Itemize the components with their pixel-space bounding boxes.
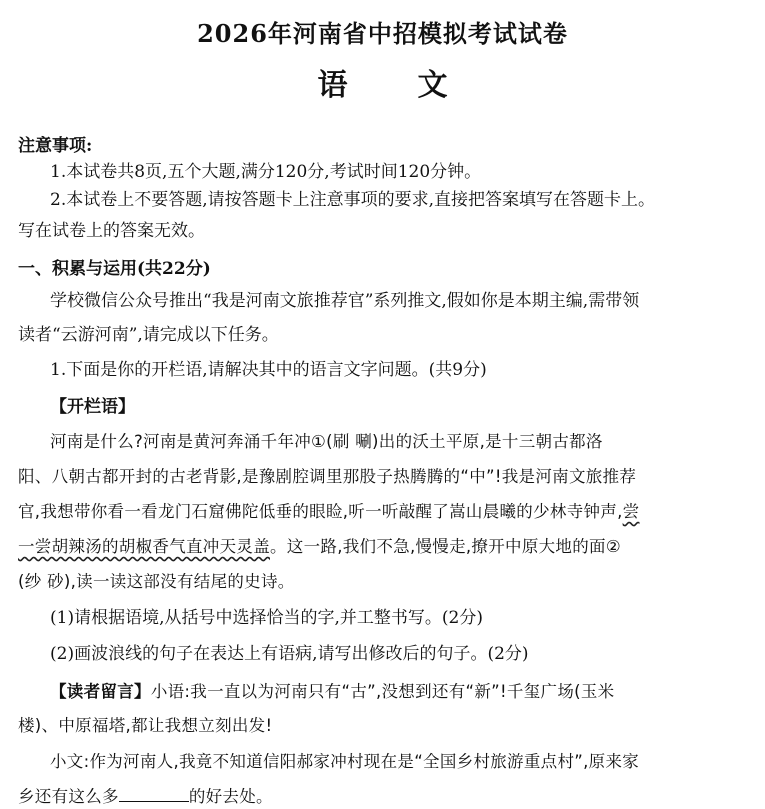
section-heading: 一、积累与运用(共22分) — [18, 259, 211, 279]
passage-line-3-text: 官,我想带你看一看龙门石窟佛陀低垂的眼睑,听一听敲醒了嵩山晨曦的少林寺钟声, — [18, 502, 623, 521]
wavy-sentence: 一尝胡辣汤的胡椒香气直冲天灵盖 — [18, 537, 270, 556]
reader-label: 【读者留言】 — [50, 682, 151, 701]
reader-line-1: 小语:我一直以为河南只有“古”,没想到还有“新”!千玺广场(玉米 — [150, 682, 615, 701]
subject-char-right: 文 — [417, 68, 448, 103]
exam-title: 2026年河南省中招模拟考试试卷 — [197, 19, 568, 48]
section-intro-2: 读者“云游河南”,请完成以下任务。 — [18, 325, 279, 345]
reader-line-4a: 乡还有这么多 — [18, 787, 119, 806]
reader-comment-1 — [50, 680, 751, 704]
section-intro-1: 学校微信公众号推出“我是河南文旅推荐官”系列推文,假如你是本期主编,需带领 — [50, 291, 640, 311]
sub-question-1: (1)请根据语境,从括号中选择恰当的字,并工整书写。(2分) — [50, 608, 483, 628]
notice-item-1: 1.本试卷共8页,五个大题,满分120分,考试时间120分钟。 — [50, 162, 482, 182]
reader-comment-2: 小文:作为河南人,我竟不知道信阳郝家冲村现在是“全国乡村旅游重点村”,原来家 — [50, 752, 640, 771]
reader-comment-1-cont: 楼)、中原福塔,都让我想立刻出发! — [18, 716, 273, 735]
passage-line-5: (纱 砂),读一读这部没有结尾的史诗。 — [18, 572, 295, 591]
subject-title — [0, 60, 765, 104]
reader-comment-2-cont — [18, 783, 751, 809]
question-1: 1.下面是你的开栏语,请解决其中的语言文字问题。(共9分) — [50, 360, 487, 380]
wavy-sentence-start: 尝 — [622, 502, 640, 521]
passage-line-3 — [18, 500, 751, 524]
notice-heading: 注意事项: — [18, 136, 93, 156]
answer-blank[interactable] — [119, 783, 189, 802]
passage-line-4-rest: 。这一路,我们不急,慢慢走,撩开中原大地的面② — [270, 537, 621, 556]
passage-line-1: 河南是什么?河南是黄河奔涌千年冲①(刷 唰)出的沃土平原,是十三朝古都洛 — [50, 432, 603, 451]
passage-line-4 — [18, 535, 751, 559]
sub-question-2: (2)画波浪线的句子在表达上有语病,请写出修改后的句子。(2分) — [50, 644, 529, 664]
notice-item-2: 2.本试卷上不要答题,请按答题卡上注意事项的要求,直接把答案填写在答题卡上。 — [50, 190, 656, 210]
notice-item-2-cont: 写在试卷上的答案无效。 — [18, 221, 205, 241]
passage-line-2: 阳、八朝古都开封的古老背影,是豫剧腔调里那股子热腾腾的“中”!我是河南文旅推荐 — [18, 467, 637, 486]
reader-line-4b: 的好去处。 — [188, 787, 273, 806]
subject-char-left: 语 — [317, 68, 348, 103]
column-label: 【开栏语】 — [50, 397, 135, 417]
